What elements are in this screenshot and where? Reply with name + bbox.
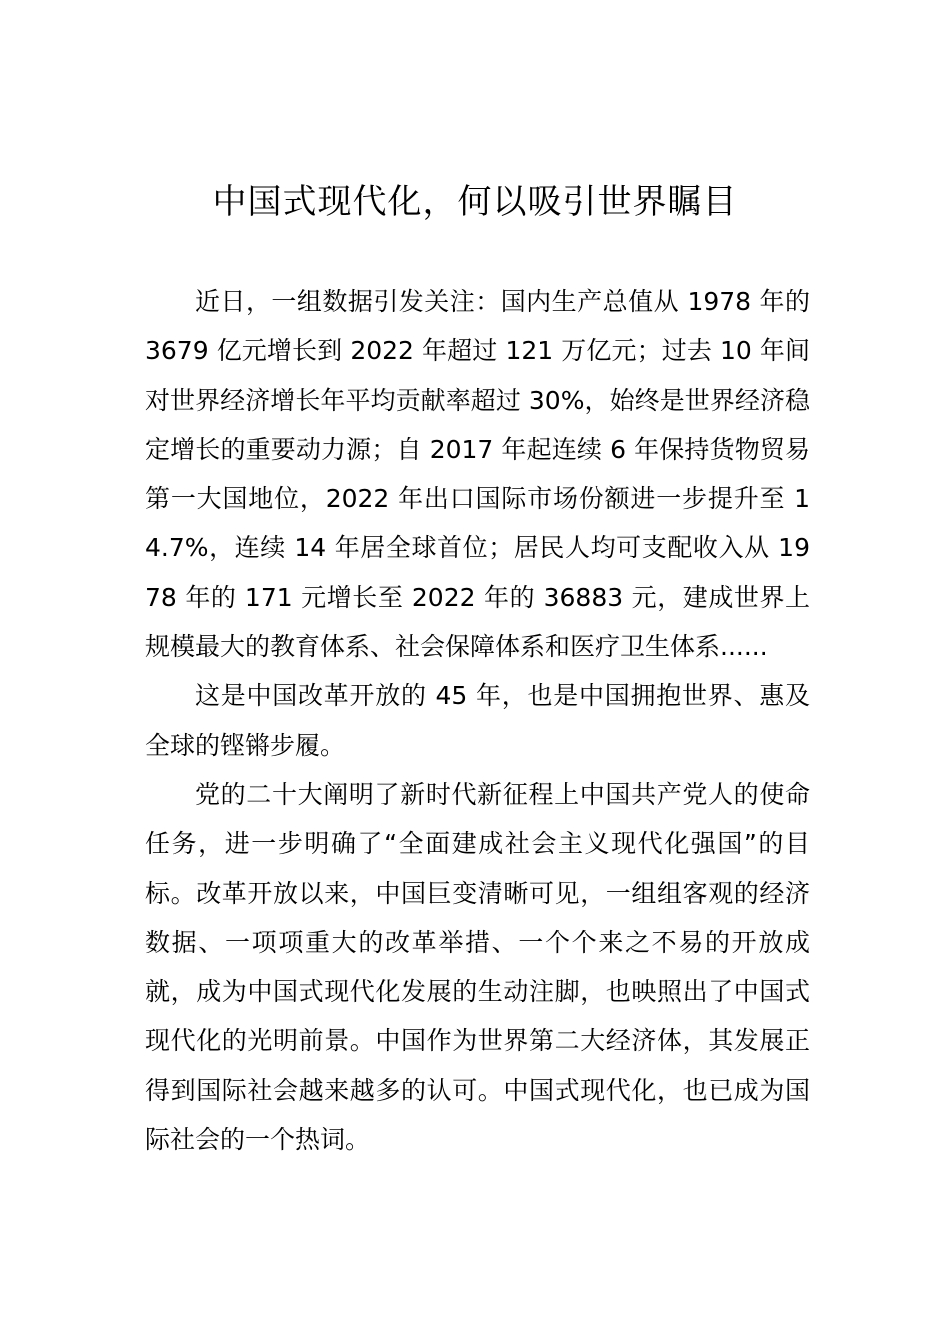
document-body [145,277,810,1164]
paragraph-3: 党的二十大阐明了新时代新征程上中国共产党人的使命任务，进一步明确了“全面建成社会主义现代化强国”的目标。改革开放以来，中国巨变清晰可见，一组组客观的经济数据、一项项重大的改革举措、一个个来之不易的开放成就，成为中国式现代化发展的生动注脚，也映照出了中国式现代化的光明前景。中国作为世界第二大经济体，其发展正得到国际社会越来越多的认可。中国式现代化，也已成为国际社会的一个热词。 [145,779,810,1155]
paragraph-2: 这是中国改革开放的 45 年，也是中国拥抱世界、惠及全球的铿锵步履。 [145,681,810,760]
paragraph-1: 近日，一组数据引发关注：国内生产总值从 1978 年的 3679 亿元增长到 2022 年超过 121 万亿元；过去 10 年间对世界经济增长年平均贡献率超过 30%，始终是世界经济稳定增长的重要动力源；自 2017 年起连续 6 年保持货物贸易第一大国地位，2022 年出口国际市场份额进一步提升至 14.7%，连续 14 年居全球首位；居民人均可支配收入从 1978 年的 171 元增长至 2022 年的 36883 元，建成世界上规模最大的教育体系、社会保障体系和医疗卫生体系...... [145,287,810,662]
document-title: 中国式现代化，何以吸引世界瞩目 [212,182,738,222]
